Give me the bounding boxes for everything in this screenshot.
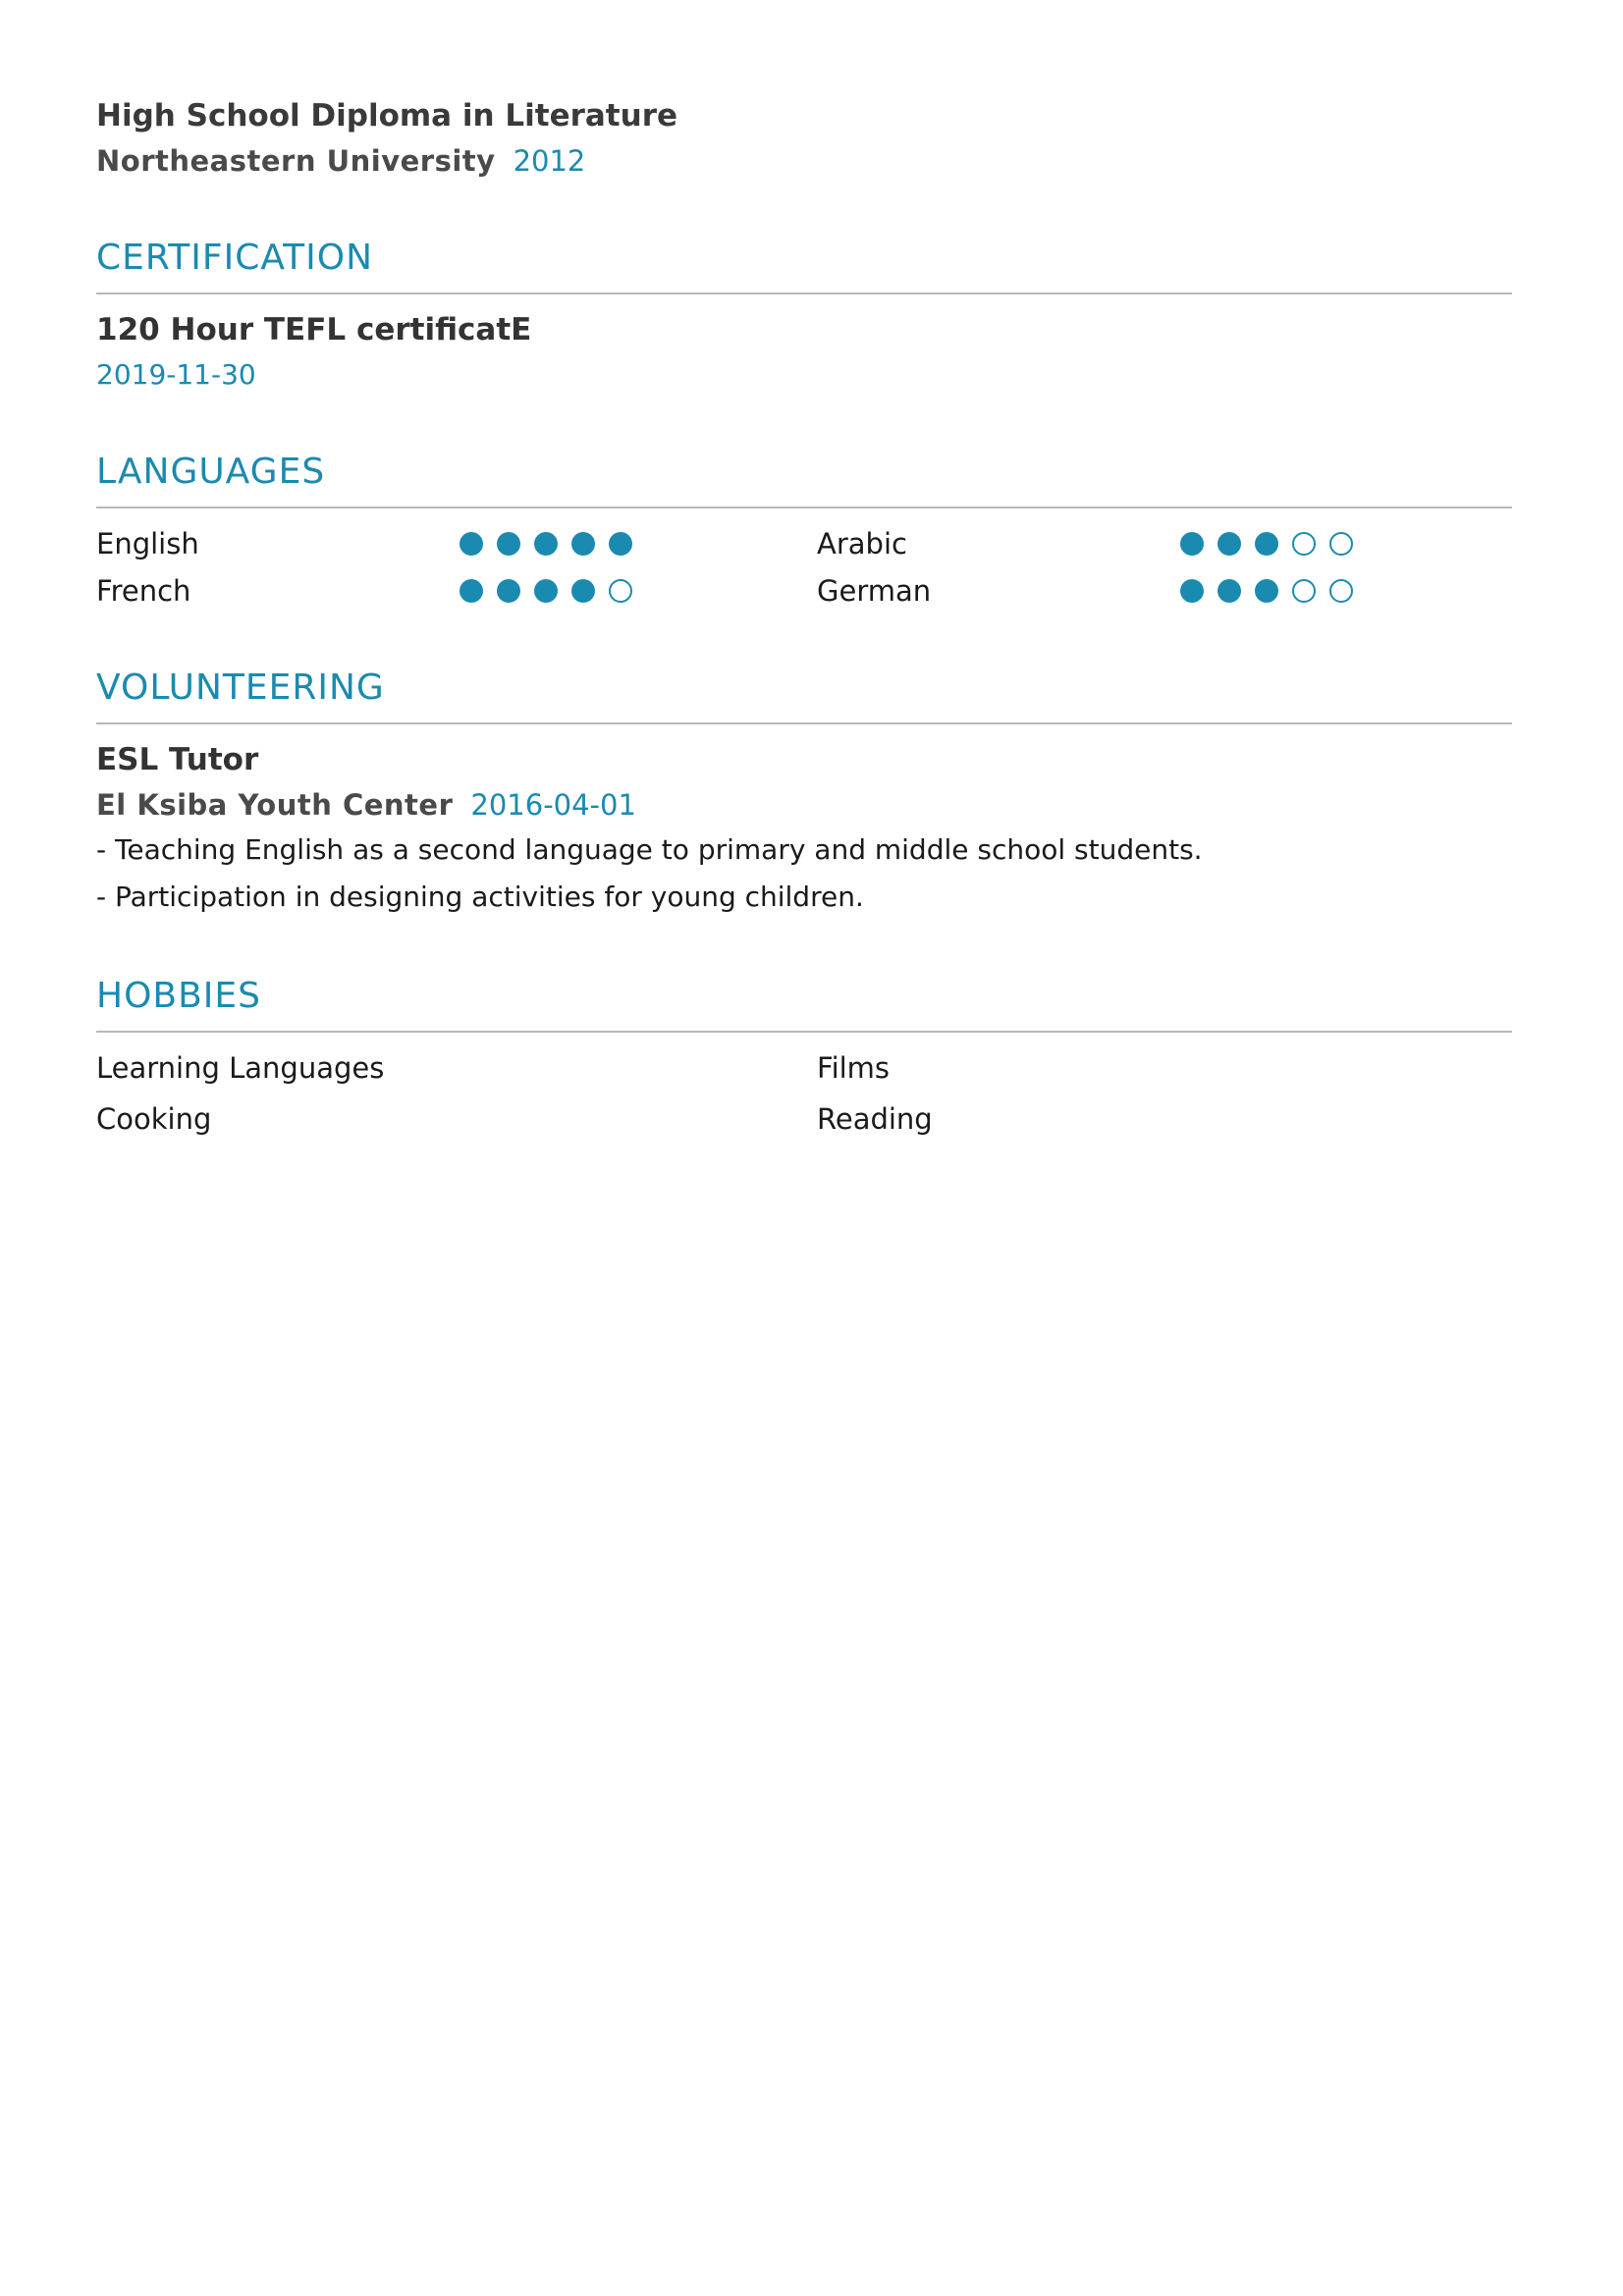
volunteering-heading: VOLUNTEERING <box>96 666 1512 724</box>
languages-heading: LANGUAGES <box>96 450 1512 508</box>
hobby-item: Films <box>817 1051 891 1085</box>
hobbies-section <box>96 974 1512 1141</box>
rating-dot-filled <box>460 579 483 603</box>
education-year: 2012 <box>513 144 586 178</box>
hobbies-heading: HOBBIES <box>96 974 1512 1033</box>
certification-title: 120 Hour TEFL certificatE <box>96 312 532 347</box>
rating-dot-filled <box>1217 579 1241 603</box>
resume-content <box>96 94 1512 1141</box>
volunteering-organization: El Ksiba Youth Center <box>96 788 454 822</box>
languages-section <box>96 450 1512 613</box>
language-name: English <box>96 527 199 561</box>
rating-dot-filled <box>571 579 595 603</box>
rating-dot-filled <box>1180 579 1204 603</box>
hobbies-list <box>96 1046 1512 1141</box>
education-entry <box>96 94 1512 183</box>
language-rating <box>1180 522 1512 565</box>
hobby-item: Learning Languages <box>96 1051 385 1085</box>
rating-dot-filled <box>1255 579 1278 603</box>
education-degree: High School Diploma in Literature <box>96 98 678 133</box>
rating-dot-empty <box>609 579 632 603</box>
certification-section <box>96 236 1512 397</box>
volunteering-section <box>96 666 1512 921</box>
volunteering-role: ESL Tutor <box>96 742 259 777</box>
rating-dot-filled <box>1255 532 1278 556</box>
volunteering-bullet: - Teaching English as a second language to primary and middle school students. <box>96 833 1203 866</box>
education-meta <box>96 139 1512 183</box>
language-rating <box>460 569 817 613</box>
language-name: Arabic <box>817 527 907 561</box>
certification-date: 2019-11-30 <box>96 358 256 391</box>
languages-list <box>96 522 1512 613</box>
hobby-item: Cooking <box>96 1102 212 1136</box>
language-name: French <box>96 574 191 608</box>
rating-dot-filled <box>534 579 558 603</box>
volunteering-bullet: - Participation in designing activities for young children. <box>96 881 864 913</box>
education-institution: Northeastern University <box>96 144 496 178</box>
volunteering-date: 2016-04-01 <box>470 788 636 822</box>
rating-dot-filled <box>497 579 520 603</box>
language-rating <box>1180 569 1512 613</box>
rating-dot-empty <box>1329 532 1353 556</box>
rating-dot-filled <box>1217 532 1241 556</box>
volunteering-meta <box>96 783 1512 827</box>
volunteering-entry <box>96 738 1512 921</box>
rating-dot-filled <box>534 532 558 556</box>
certification-heading: CERTIFICATION <box>96 236 1512 294</box>
rating-dot-filled <box>571 532 595 556</box>
certification-entry <box>96 308 1512 397</box>
rating-dot-filled <box>460 532 483 556</box>
language-rating <box>460 522 817 565</box>
rating-dot-filled <box>1180 532 1204 556</box>
rating-dot-empty <box>1292 532 1316 556</box>
hobby-item: Reading <box>817 1102 933 1136</box>
language-name: German <box>817 574 932 608</box>
rating-dot-filled <box>497 532 520 556</box>
rating-dot-empty <box>1329 579 1353 603</box>
rating-dot-empty <box>1292 579 1316 603</box>
rating-dot-filled <box>609 532 632 556</box>
